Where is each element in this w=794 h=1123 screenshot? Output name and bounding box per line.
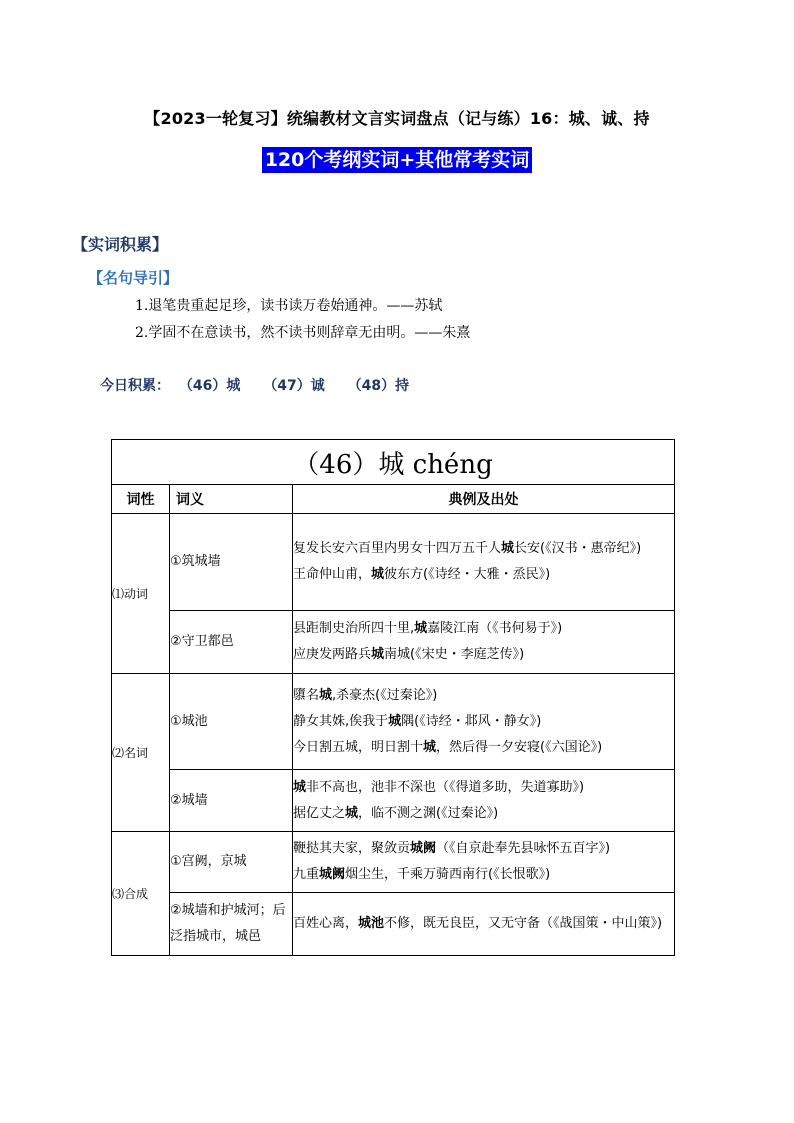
example-text: 隅(《诗经・邶风・静女》) [401,713,542,729]
example-text: 非不高也，池非不深也（《得道多助，失道寡助》) [306,779,585,795]
example-line [293,911,674,937]
example-text: ，然后得一夕安寝(《六国论》) [436,739,603,755]
meaning: ②守卫都邑 [170,611,293,674]
example-text: 鞭挞其夫家，聚敛贡 [293,841,411,856]
example-text: ,杀豪杰(《过秦论》) [332,687,438,703]
examples [293,893,675,956]
example-keyword: 城 [319,687,333,703]
quotes-heading: 【名句导引】 [88,269,179,287]
example-keyword: 城 [423,739,437,755]
table-row [112,893,675,956]
example-keyword: 城池 [358,916,385,931]
example-text: （《自京赴奉先县咏怀五百字》) [436,841,611,856]
example-text: 不修，既无良臣，又无守备（《战国策・中山策》) [384,916,663,931]
meaning: ①宫阙，京城 [170,832,293,893]
today-label: 今日积累： [100,378,170,394]
meaning: ①城池 [170,674,293,770]
table-row [112,611,675,674]
example-keyword: 城 [501,541,515,556]
example-text: 九重 [293,867,320,882]
example-keyword: 城阙 [410,841,437,856]
table-row [112,770,675,832]
example-text: 彼东方(《诗经・大雅・烝民》) [384,567,551,582]
example-keyword: 城阙 [319,867,346,882]
example-text: 王命仲山甫， [293,567,372,582]
example-text: 隳名 [293,687,320,703]
example-text: 应庚发两路兵 [293,647,372,662]
example-text: ，临不测之渊(《过秦论》) [358,805,499,821]
meaning: ①筑城墙 [170,514,293,611]
example-line [293,862,674,888]
quote-line: 1.退笔贵重起足珍，读书读万卷始通神。——苏轼 [135,298,443,314]
table-row [112,514,675,611]
example-keyword: 城 [388,713,402,729]
examples [293,514,675,611]
example-text: 南城(《宋史・李庭芝传》) [384,647,525,662]
example-keyword: 城 [414,621,428,636]
example-keyword: 城 [293,779,307,795]
example-text: 烟尘生，千乘万骑西南行(《长恨歌》) [345,867,551,882]
document-subtitle: 120个考纲实词+其他常考实词 [262,147,533,173]
example-line [293,683,674,709]
today-item: （47）诚 [263,378,325,394]
column-header: 典例及出处 [293,485,675,514]
table-heading: （46）城 chéng [112,440,675,485]
example-text: 百姓心离， [293,916,359,931]
today-item: （48）持 [347,378,410,394]
table-row [112,674,675,770]
example-keyword: 城 [371,647,385,662]
examples [293,611,675,674]
examples [293,770,675,832]
today-item: （46）城 [178,378,241,394]
example-text: 静女其姝,俟我于 [293,713,389,729]
quote-line: 2.学固不在意读书，然不读书则辞章无由明。——朱熹 [135,325,471,341]
example-text: 嘉陵江南（《书何易于》) [427,621,563,636]
examples [293,674,675,770]
example-keyword: 城 [371,567,385,582]
column-header: 词义 [170,485,293,514]
section-heading: 【实词积累】 [72,235,169,254]
example-text: 长安(《汉书・惠帝纪》) [514,541,642,556]
part-of-speech: ⑶合成 [112,832,170,956]
example-line [293,801,674,827]
example-text: 据亿丈之 [293,805,346,821]
example-line [293,775,674,801]
example-line [293,642,674,668]
example-text: 复发长安六百里内男女十四万五千人 [293,541,502,556]
example-text: 今日割五城，明日割十 [293,739,424,755]
column-header: 词性 [112,485,170,514]
part-of-speech: ⑵名词 [112,674,170,832]
meaning: ②城墙 [170,770,293,832]
document-title: 【2023一轮复习】统编教材文言实词盘点（记与练）16：城、诚、持 [144,109,650,128]
part-of-speech: ⑴动词 [112,514,170,674]
example-line [293,562,674,588]
word-table [111,439,675,956]
example-line [293,536,674,562]
example-text: 县距制史治所四十里, [293,621,415,636]
table-row [112,832,675,893]
examples [293,832,675,893]
example-line [293,709,674,735]
today-accumulation [100,375,427,395]
example-line [293,735,674,761]
example-line [293,836,674,862]
meaning: ②城墙和护城河；后泛指城市，城邑 [170,893,293,956]
example-line [293,616,674,642]
example-keyword: 城 [345,805,359,821]
